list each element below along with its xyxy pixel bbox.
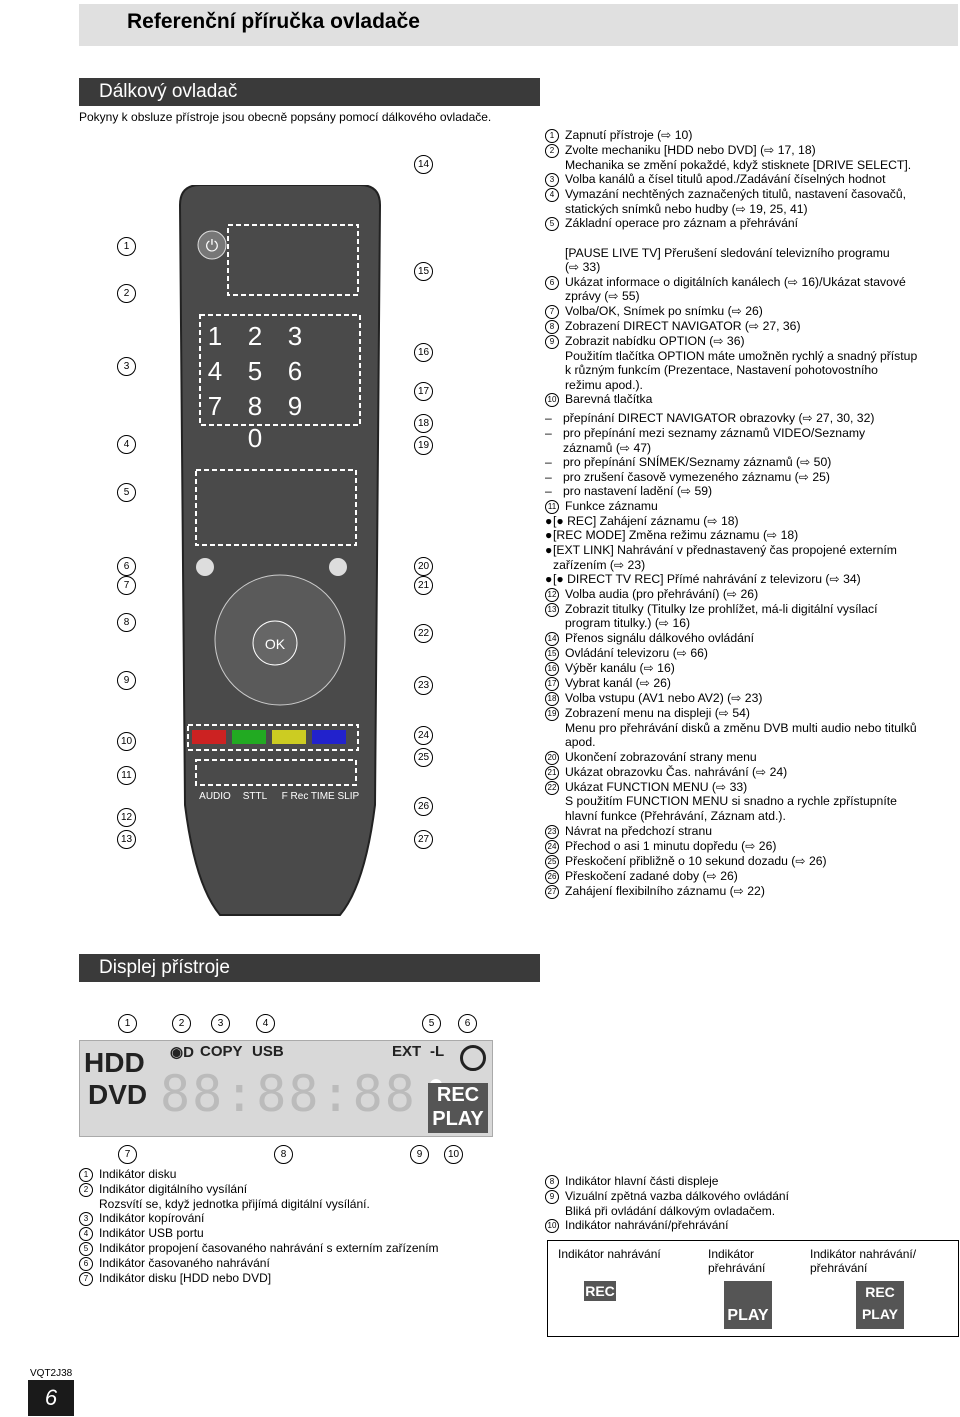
list-item: 13 Zobrazit titulky (Titulky lze prohlížet, má-li digitální vysílací program titulky.) (⇨ 16) bbox=[545, 602, 957, 631]
list-item: 2 Zvolte mechaniku [HDD nebo DVD] (⇨ 17, 18) Mechanika se změní pokaždé, když stisknete [DRIVE SELECT]. bbox=[545, 143, 957, 172]
rec-function-item: ● [● REC] Zahájení záznamu (⇨ 18) bbox=[545, 513, 739, 528]
svg-text:2: 2 bbox=[247, 321, 263, 351]
list-item: 17 Vybrat kanál (⇨ 26) bbox=[545, 676, 957, 691]
svg-text:1: 1 bbox=[207, 321, 223, 351]
svg-text:8: 8 bbox=[247, 391, 263, 421]
color-button-item: – pro přepínání mezi seznamy záznamů VIDEO/Seznamy záznamů (⇨ 47) bbox=[545, 425, 866, 455]
callout-6: 6 bbox=[117, 557, 136, 576]
list-item: 10 Barevná tlačítka bbox=[545, 392, 957, 407]
document-code: VQT2J38 bbox=[30, 1368, 73, 1379]
list-item: 3 Volba kanálů a čísel titulů apod./Zadávání číselných hodnot bbox=[545, 172, 957, 187]
callout-22: 22 bbox=[414, 624, 433, 643]
list-item: 6 Ukázat informace o digitálních kanálech (⇨ 16)/Ukázat stavové zprávy (⇨ 55) bbox=[545, 275, 957, 304]
page-number: 6 bbox=[28, 1380, 74, 1416]
callout-4: 4 bbox=[117, 435, 136, 454]
color-button-item: – pro přepínání SNÍMEK/Seznamy záznamů (⇨ 50) bbox=[545, 455, 832, 470]
list-item: 5 Indikátor propojení časovaného nahrávání s externím zařízením bbox=[79, 1241, 519, 1256]
callout-13: 13 bbox=[117, 830, 136, 849]
callout-23: 23 bbox=[414, 676, 433, 695]
callout-16: 16 bbox=[414, 343, 433, 362]
list-item: 11 Funkce záznamu bbox=[545, 499, 957, 514]
rec-function-item: ● [REC MODE] Změna režimu záznamu (⇨ 18) bbox=[545, 528, 799, 543]
color-button-item: – přepínání DIRECT NAVIGATOR obrazovky (⇨ 27, 30, 32) bbox=[545, 411, 875, 426]
callout-5: 5 bbox=[117, 483, 136, 502]
callout-10: 10 bbox=[117, 732, 136, 751]
rec-function-item: ● [● DIRECT TV REC] Přímé nahrávání z televizoru (⇨ 34) bbox=[545, 572, 861, 587]
list-item: 14 Přenos signálu dálkového ovládání bbox=[545, 631, 957, 646]
list-item: 23 Návrat na předchozí stranu bbox=[545, 824, 957, 839]
callout-15: 15 bbox=[414, 262, 433, 281]
l-indicator: -L bbox=[430, 1043, 445, 1060]
svg-text:5: 5 bbox=[247, 356, 263, 386]
list-item: 27 Zahájení flexibilního záznamu (⇨ 22) bbox=[545, 884, 957, 899]
rec-play-legend bbox=[547, 1240, 959, 1337]
remote-intro: Pokyny k obsluze přístroje jsou obecně popsány pomocí dálkového ovladače. bbox=[79, 110, 492, 124]
remote-section-heading: Dálkový ovladač bbox=[99, 81, 238, 102]
svg-text:4: 4 bbox=[207, 356, 223, 386]
segment-digits: 88:88:88 bbox=[160, 1065, 417, 1123]
svg-text:9: 9 bbox=[287, 391, 303, 421]
ext-indicator: EXT bbox=[392, 1043, 422, 1060]
callout-18: 18 bbox=[414, 414, 433, 433]
list-item: 4 Vymazání nechtěných zaznačených titulů, nastavení časovačů, statických snímků nebo hudby (⇨ 19, 25, 41) bbox=[545, 187, 957, 216]
usb-indicator: USB bbox=[252, 1043, 284, 1060]
display-items-right bbox=[545, 1174, 957, 1233]
hdd-label: HDD bbox=[84, 1047, 145, 1078]
callout-21: 21 bbox=[414, 576, 433, 595]
list-item: 12 Volba audia (pro přehrávání) (⇨ 26) bbox=[545, 587, 957, 602]
callout-25: 25 bbox=[414, 748, 433, 767]
color-button-item: – pro nastavení ladění (⇨ 59) bbox=[545, 484, 713, 499]
callout-2: 2 bbox=[117, 284, 136, 303]
list-item: 8 Indikátor hlavní části displeje bbox=[545, 1174, 957, 1189]
svg-text:AUDIO: AUDIO bbox=[199, 791, 231, 802]
display-section-heading-bar bbox=[79, 954, 540, 982]
list-item: 22 Ukázat FUNCTION MENU (⇨ 33) S použitím FUNCTION MENU si snadno a rychle zpřístupníte hlavní funkce (Přehrávání, Záznam atd.). bbox=[545, 780, 957, 824]
list-item: 15 Ovládání televizoru (⇨ 66) bbox=[545, 646, 957, 661]
list-item: 26 Přeskočení zadané doby (⇨ 26) bbox=[545, 869, 957, 884]
callout-17: 17 bbox=[414, 382, 433, 401]
list-item: 1 Indikátor disku bbox=[79, 1167, 519, 1182]
callout-12: 12 bbox=[117, 808, 136, 827]
display-items-left bbox=[79, 1167, 519, 1286]
list-item: 7 Volba/OK, Snímek po snímku (⇨ 26) bbox=[545, 304, 957, 319]
callout-8: 8 bbox=[117, 613, 136, 632]
legend-recplay-label: Indikátor nahrávání/ přehrávání bbox=[810, 1247, 917, 1275]
list-item: 3 Indikátor kopírování bbox=[79, 1211, 519, 1226]
list-item: 5 Základní operace pro záznam a přehrávání [PAUSE LIVE TV] Přerušení sledování televizního programu (⇨ 33) bbox=[545, 216, 957, 274]
callout-26: 26 bbox=[414, 797, 433, 816]
svg-text:STTL: STTL bbox=[242, 791, 268, 802]
svg-text:7: 7 bbox=[207, 391, 223, 421]
callout-1: 1 bbox=[117, 237, 136, 256]
legend-rec-label: Indikátor nahrávání bbox=[558, 1247, 661, 1261]
remote-functions-list bbox=[545, 128, 957, 899]
callout-20: 20 bbox=[414, 557, 433, 576]
color-button-item: – pro zrušení časově vymezeného záznamu (⇨ 25) bbox=[545, 469, 830, 484]
callout-11: 11 bbox=[117, 766, 136, 785]
callout-24: 24 bbox=[414, 726, 433, 745]
remote-control-illustration bbox=[160, 185, 400, 925]
dvd-label: DVD bbox=[88, 1079, 148, 1110]
page-header bbox=[79, 4, 958, 46]
list-item: 18 Volba vstupu (AV1 nebo AV2) (⇨ 23) bbox=[545, 691, 957, 706]
list-item: 25 Přeskočení přibližně o 10 sekund dozadu (⇨ 26) bbox=[545, 854, 957, 869]
list-item: 19 Zobrazení menu na displeji (⇨ 54) Menu pro přehrávání disků a změnu DVB multi audio nebo titulků apod. bbox=[545, 706, 957, 750]
list-item: 9 Vizuální zpětná vazba dálkového ovládání Bliká při ovládání dálkovým ovladačem. bbox=[545, 1189, 957, 1218]
svg-text:⏻: ⏻ bbox=[205, 238, 219, 255]
timer-indicator-icon bbox=[460, 1045, 486, 1071]
svg-text:3: 3 bbox=[287, 321, 303, 351]
svg-text:6: 6 bbox=[287, 356, 303, 386]
device-display-panel bbox=[79, 1040, 493, 1137]
callout-3: 3 bbox=[117, 357, 136, 376]
callout-9: 9 bbox=[117, 671, 136, 690]
list-item: 7 Indikátor disku [HDD nebo DVD] bbox=[79, 1271, 519, 1286]
list-item: 2 Indikátor digitálního vysílání Rozsvítí se, když jednotka přijímá digitální vysílání. bbox=[79, 1182, 519, 1211]
list-item: 4 Indikátor USB portu bbox=[79, 1226, 519, 1241]
list-item: 21 Ukázat obrazovku Čas. nahrávání (⇨ 24) bbox=[545, 765, 957, 780]
svg-text:TIME SLIP: TIME SLIP bbox=[310, 791, 360, 802]
rec-play-indicator: REC PLAY bbox=[428, 1083, 488, 1133]
callout-14: 14 bbox=[414, 155, 433, 174]
list-item: 1 Zapnutí přístroje (⇨ 10) bbox=[545, 128, 957, 143]
callout-27: 27 bbox=[414, 830, 433, 849]
list-item: 20 Ukončení zobrazování strany menu bbox=[545, 750, 957, 765]
list-item: 8 Zobrazení DIRECT NAVIGATOR (⇨ 27, 36) bbox=[545, 319, 957, 334]
copy-indicator: COPY bbox=[200, 1043, 243, 1060]
callout-19: 19 bbox=[414, 436, 433, 455]
legend-play-label: Indikátor přehrávání bbox=[708, 1247, 766, 1275]
legend-play-icon: PLAY bbox=[724, 1281, 772, 1329]
svg-text:OK: OK bbox=[264, 636, 286, 652]
list-item: 24 Přechod o asi 1 minutu dopředu (⇨ 26) bbox=[545, 839, 957, 854]
page-title: Referenční příručka ovladače bbox=[127, 10, 420, 33]
list-item: 9 Zobrazit nabídku OPTION (⇨ 36) Použitím tlačítka OPTION máte umožněn rychlý a snadný přístup k různým funkcím (Prezentace, Nastavení pohotovostního režimu apod.). bbox=[545, 334, 957, 392]
svg-text:0: 0 bbox=[247, 423, 263, 453]
legend-rec-icon: REC bbox=[585, 1283, 615, 1299]
svg-text:F Rec: F Rec bbox=[281, 791, 309, 802]
disc-indicator: ◉D bbox=[170, 1044, 194, 1061]
callout-7: 7 bbox=[117, 576, 136, 595]
list-item: 6 Indikátor časovaného nahrávání bbox=[79, 1256, 519, 1271]
display-section-heading: Displej přístroje bbox=[99, 957, 230, 978]
list-item: 10 Indikátor nahrávání/přehrávání bbox=[545, 1218, 957, 1233]
list-item: 16 Výběr kanálu (⇨ 16) bbox=[545, 661, 957, 676]
rec-function-item: ● [EXT LINK] Nahrávání v přednastavený čas propojené externím zařízením (⇨ 23) bbox=[545, 543, 897, 572]
remote-section-heading-bar bbox=[79, 78, 540, 106]
legend-recplay-icon: REC PLAY bbox=[856, 1281, 904, 1329]
